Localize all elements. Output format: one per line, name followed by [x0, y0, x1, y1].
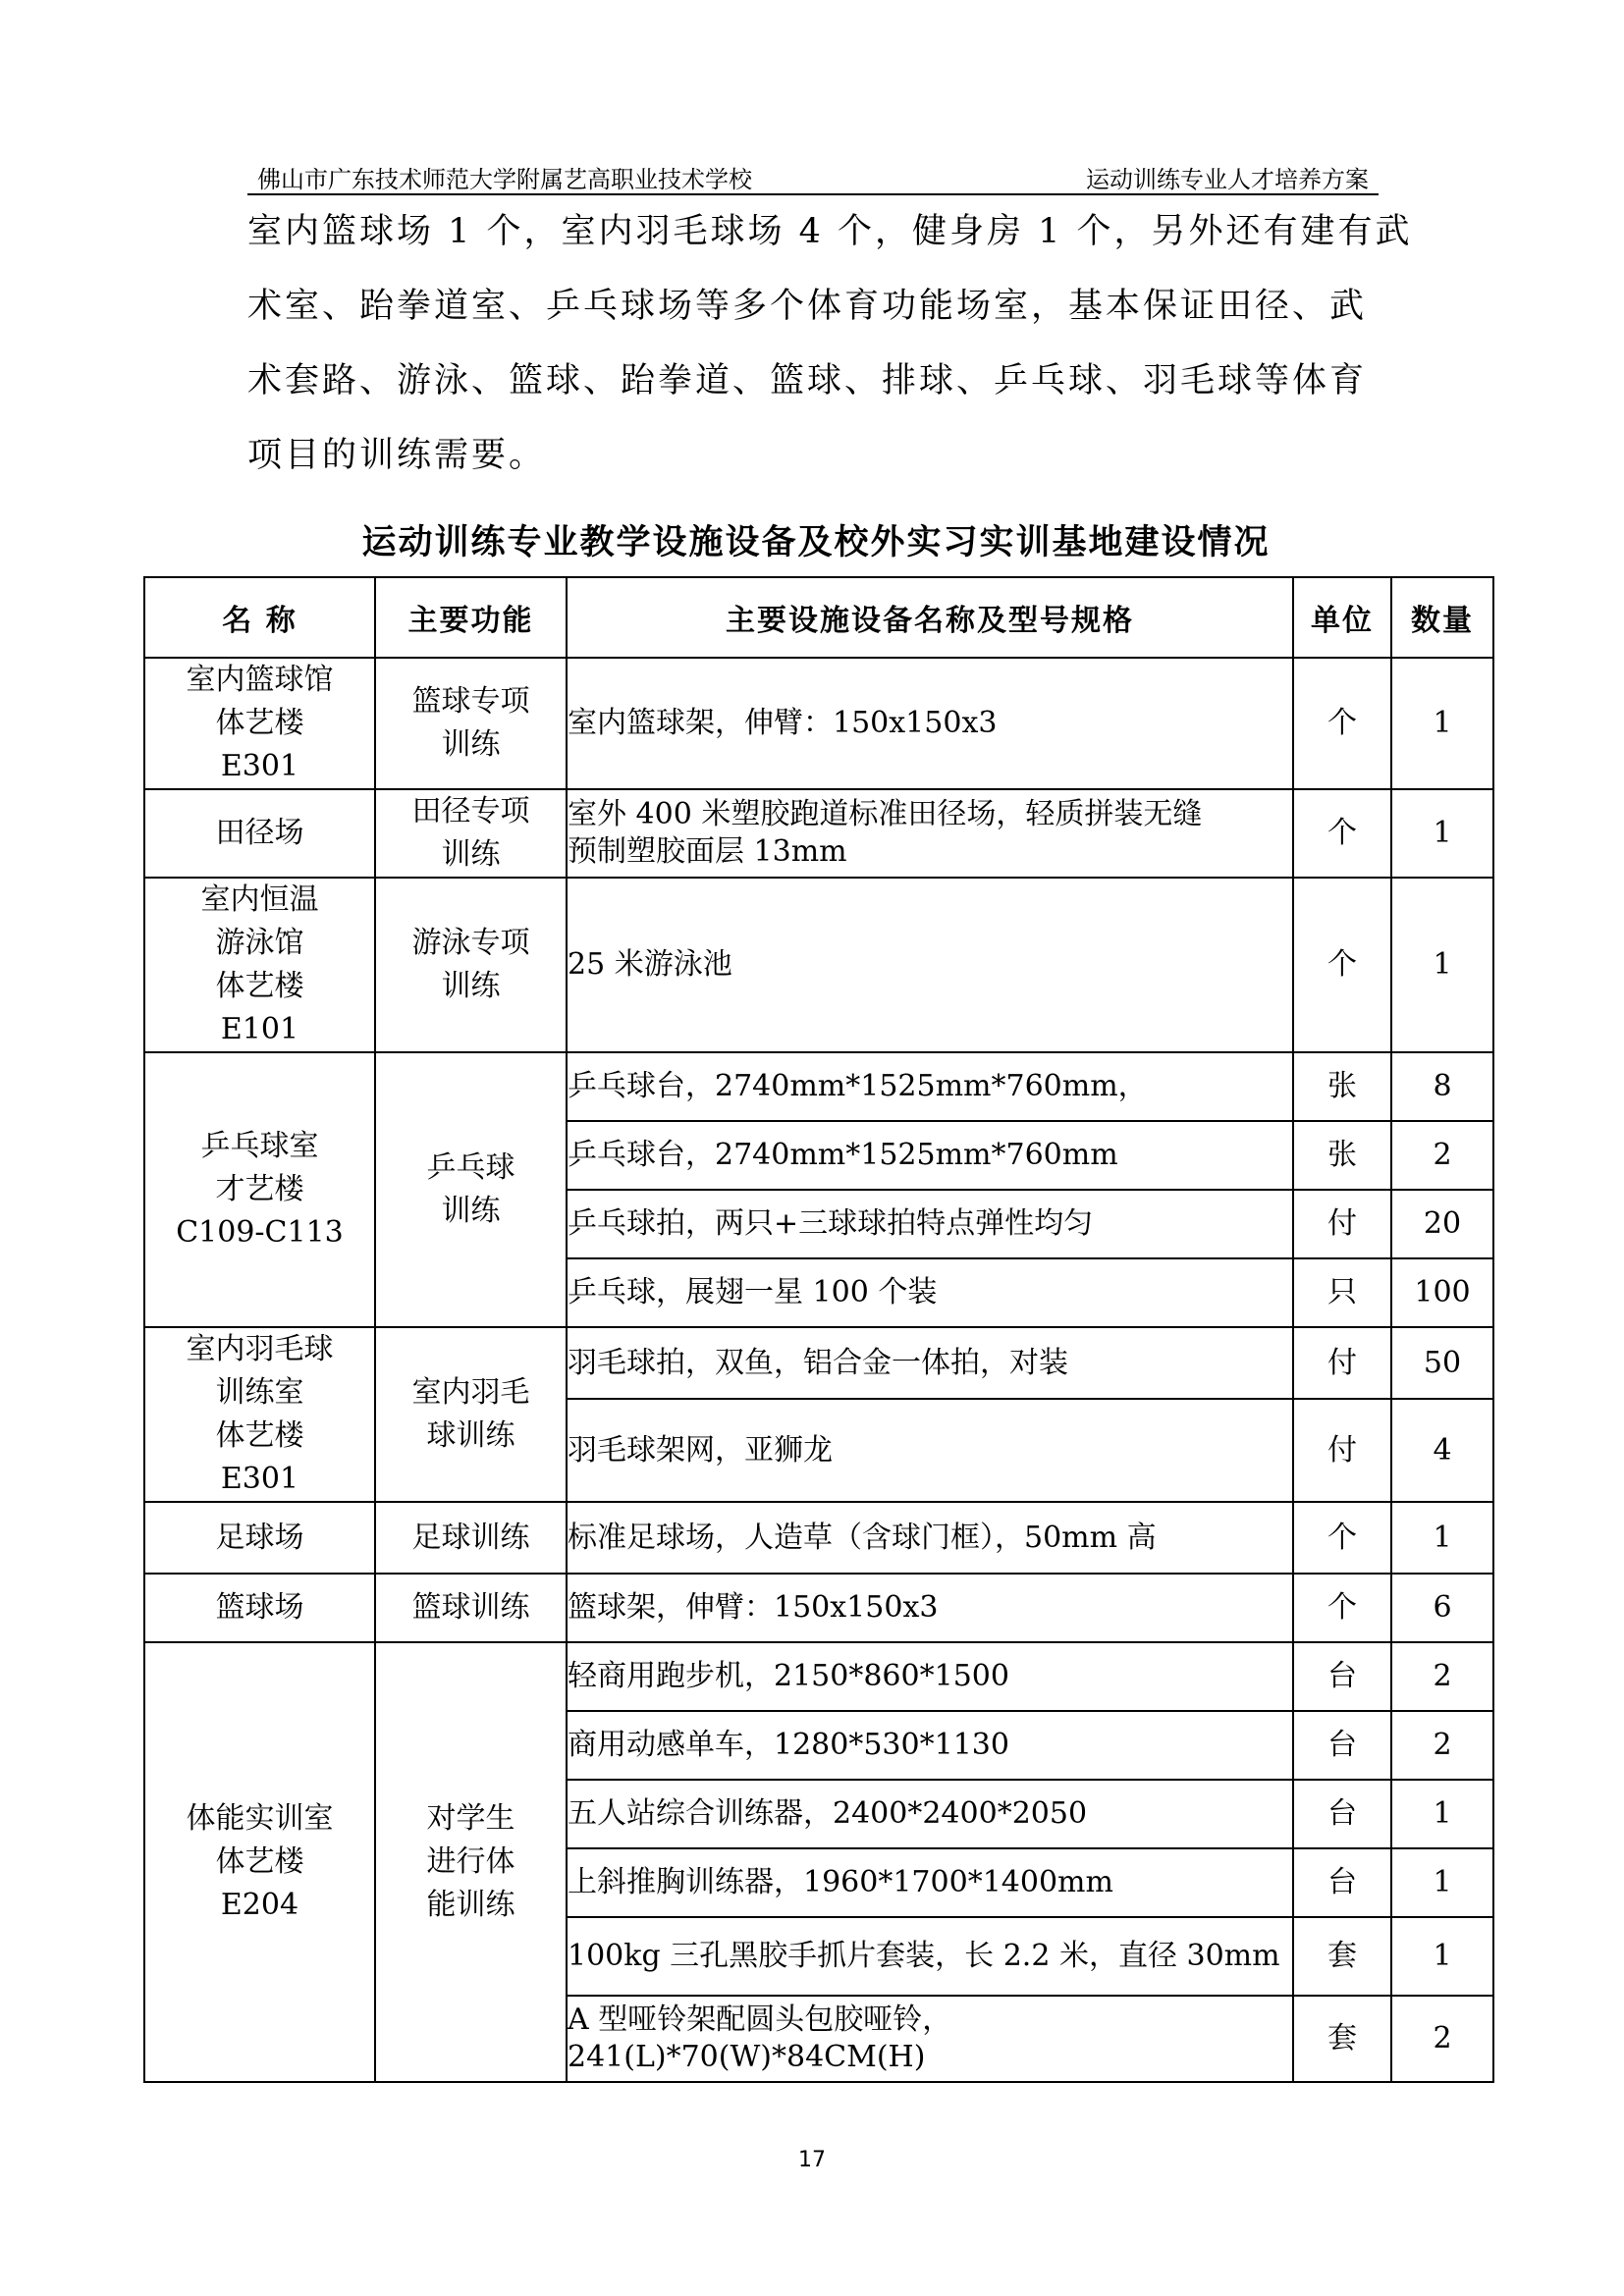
unit-cell: 付: [1293, 1399, 1391, 1502]
function-cell: [375, 1642, 567, 2082]
facility-name-cell-line: 室内篮球馆: [186, 663, 334, 697]
spec-cell-line: 乒乓球拍，两只+三球球拍特点弹性均匀: [568, 1206, 1094, 1241]
function-cell-line: 田径专项: [411, 794, 530, 828]
unit-cell: 台: [1293, 1780, 1391, 1848]
function-cell-line: 球训练: [426, 1418, 515, 1453]
unit-cell: 个: [1293, 878, 1391, 1052]
facility-name-cell-line: 才艺楼: [215, 1172, 304, 1206]
spec-cell-line: 241(L)*70(W)*84CM(H): [568, 2040, 926, 2074]
facility-name-cell-line: 乒乓球室: [200, 1129, 319, 1163]
function-cell-line: 游泳专项: [411, 926, 530, 960]
unit-cell: 套: [1293, 1996, 1391, 2082]
page-number: 17: [798, 2148, 826, 2172]
unit-cell: 套: [1293, 1917, 1391, 1996]
spec-cell: [567, 1711, 1293, 1780]
paragraph-line: 项目的训练需要。: [247, 436, 547, 475]
unit-cell: 个: [1293, 789, 1391, 878]
header-qty: 数量: [1391, 577, 1493, 658]
spec-cell: [567, 1780, 1293, 1848]
qty-cell: 1: [1391, 658, 1493, 789]
facility-name-cell-line: E101: [220, 1012, 299, 1046]
qty-cell: 6: [1391, 1574, 1493, 1642]
table-body: [144, 658, 1493, 2082]
function-cell: [375, 789, 567, 878]
spec-cell-line: 室外 400 米塑胶跑道标准田径场，轻质拼装无缝: [568, 797, 1203, 831]
qty-cell: 1: [1391, 1780, 1493, 1848]
spec-cell-line: 乒乓球台，2740mm*1525mm*760mm: [568, 1138, 1118, 1172]
header-function: 主要功能: [375, 577, 567, 658]
spec-cell-line: 轻商用跑步机，2150*860*1500: [568, 1659, 1009, 1693]
header-unit: 单位: [1293, 577, 1391, 658]
spec-cell-line: 羽毛球拍，双鱼，铝合金一体拍，对装: [568, 1345, 1068, 1380]
function-cell: [375, 1052, 567, 1327]
function-cell-line: 篮球训练: [411, 1590, 530, 1625]
facility-name-cell-line: 田径场: [215, 816, 304, 850]
spec-cell: [567, 1327, 1293, 1399]
qty-cell: 100: [1391, 1258, 1493, 1327]
facility-name-cell: [144, 1642, 375, 2082]
facility-name-cell-line: C109-C113: [176, 1215, 344, 1250]
table-row: [144, 1502, 1493, 1574]
qty-cell: 1: [1391, 789, 1493, 878]
table-row: [144, 789, 1493, 878]
facility-name-cell: [144, 789, 375, 878]
unit-cell: 台: [1293, 1642, 1391, 1711]
facility-name-cell-line: 室内羽毛球: [186, 1332, 334, 1366]
spec-cell: [567, 1996, 1293, 2082]
header-spec: 主要设施设备名称及型号规格: [567, 577, 1293, 658]
spec-cell-line: 上斜推胸训练器，1960*1700*1400mm: [568, 1865, 1113, 1899]
paragraph-line: 术套路、游泳、篮球、跆拳道、篮球、排球、乒乓球、羽毛球等体育: [247, 361, 1368, 400]
function-cell-line: 进行体: [426, 1844, 515, 1879]
unit-cell: 台: [1293, 1848, 1391, 1917]
qty-cell: 1: [1391, 1848, 1493, 1917]
facility-name-cell-line: E204: [220, 1888, 299, 1922]
facilities-table: [143, 576, 1494, 2083]
unit-cell: 只: [1293, 1258, 1391, 1327]
spec-cell-line: 预制塑胶面层 13mm: [568, 834, 847, 869]
function-cell: [375, 1327, 567, 1502]
facility-name-cell-line: 足球场: [215, 1520, 304, 1555]
spec-cell: [567, 1502, 1293, 1574]
function-cell: [375, 1574, 567, 1642]
qty-cell: 2: [1391, 1711, 1493, 1780]
spec-cell-line: 篮球架，伸臂：150x150x3: [568, 1590, 939, 1625]
function-cell-line: 足球训练: [411, 1520, 530, 1555]
function-cell-line: 对学生: [426, 1801, 515, 1836]
function-cell: [375, 1502, 567, 1574]
qty-cell: 2: [1391, 1996, 1493, 2082]
spec-cell-line: 25 米游泳池: [568, 947, 732, 982]
header-school-name: 佛山市广东技术师范大学附属艺高职业技术学校: [257, 166, 752, 193]
table-row: [144, 878, 1493, 1052]
table-row: [144, 1574, 1493, 1642]
facility-name-cell-line: 训练室: [215, 1375, 304, 1410]
spec-cell-line: 五人站综合训练器，2400*2400*2050: [568, 1796, 1088, 1831]
qty-cell: 2: [1391, 1121, 1493, 1190]
spec-cell: [567, 1917, 1293, 1996]
function-cell-line: 室内羽毛: [411, 1375, 530, 1410]
facility-name-cell-line: 体能实训室: [186, 1801, 334, 1836]
function-cell-line: 训练: [441, 727, 501, 762]
spec-cell-line: 标准足球场，人造草（含球门框），50mm 高: [568, 1520, 1157, 1555]
table-row: [144, 1327, 1493, 1399]
spec-cell-line: A 型哑铃架配圆头包胶哑铃，: [568, 2002, 952, 2037]
facility-name-cell-line: E301: [220, 1462, 299, 1496]
qty-cell: 20: [1391, 1190, 1493, 1258]
spec-cell: [567, 1052, 1293, 1121]
facility-name-cell-line: 体艺楼: [215, 1418, 304, 1453]
facility-name-cell-line: 体艺楼: [215, 1844, 304, 1879]
table-header-row: [144, 577, 1493, 658]
spec-cell: [567, 1642, 1293, 1711]
function-cell-line: 能训练: [426, 1888, 515, 1922]
spec-cell: [567, 878, 1293, 1052]
spec-cell: [567, 1574, 1293, 1642]
unit-cell: 个: [1293, 1502, 1391, 1574]
unit-cell: 台: [1293, 1711, 1391, 1780]
spec-cell-line: 室内篮球架，伸臂：150x150x3: [568, 706, 998, 740]
spec-cell: [567, 1190, 1293, 1258]
qty-cell: 1: [1391, 878, 1493, 1052]
facility-name-cell-line: E301: [220, 749, 299, 783]
function-cell-line: 训练: [441, 1194, 501, 1228]
facility-name-cell-line: 体艺楼: [215, 706, 304, 740]
facility-name-cell: [144, 1052, 375, 1327]
function-cell-line: 篮球专项: [411, 684, 530, 719]
function-cell-line: 训练: [441, 969, 501, 1003]
spec-cell-line: 羽毛球架网，亚狮龙: [568, 1432, 833, 1468]
spec-cell: [567, 658, 1293, 789]
function-cell: [375, 658, 567, 789]
spec-cell: [567, 1399, 1293, 1502]
function-cell-line: 乒乓球: [426, 1150, 515, 1185]
facility-name-cell: [144, 658, 375, 789]
spec-cell: [567, 1121, 1293, 1190]
function-cell-line: 训练: [441, 837, 501, 872]
facility-name-cell-line: 室内恒温: [200, 882, 319, 917]
facility-name-cell-line: 游泳馆: [215, 926, 304, 960]
paragraph-line: 室内篮球场 1 个，室内羽毛球场 4 个，健身房 1 个，另外还有建有武: [247, 212, 1413, 251]
qty-cell: 4: [1391, 1399, 1493, 1502]
spec-cell-line: 乒乓球台，2740mm*1525mm*760mm，: [568, 1069, 1148, 1103]
facility-name-cell: [144, 1327, 375, 1502]
facility-name-cell-line: 篮球场: [215, 1590, 304, 1625]
header-name: 名 称: [144, 577, 375, 658]
spec-cell-line: 乒乓球，展翅一星 100 个装: [568, 1275, 938, 1309]
table-title: 运动训练专业教学设施设备及校外实习实训基地建设情况: [361, 523, 1271, 562]
qty-cell: 2: [1391, 1642, 1493, 1711]
paragraph-line: 术室、跆拳道室、乒乓球场等多个体育功能场室，基本保证田径、武: [247, 287, 1368, 326]
facility-name-cell-line: 体艺楼: [215, 969, 304, 1003]
qty-cell: 1: [1391, 1917, 1493, 1996]
spec-cell-line: 100kg 三孔黑胶手抓片套装，长 2.2 米，直径 30mm: [568, 1939, 1280, 1973]
unit-cell: 个: [1293, 1574, 1391, 1642]
facility-name-cell: [144, 878, 375, 1052]
facility-name-cell: [144, 1574, 375, 1642]
unit-cell: 张: [1293, 1052, 1391, 1121]
page-header: [247, 158, 1379, 195]
table-row: [144, 1642, 1493, 1711]
function-cell: [375, 878, 567, 1052]
unit-cell: 张: [1293, 1121, 1391, 1190]
qty-cell: 1: [1391, 1502, 1493, 1574]
qty-cell: 8: [1391, 1052, 1493, 1121]
unit-cell: 个: [1293, 658, 1391, 789]
spec-cell: [567, 789, 1293, 878]
facility-name-cell: [144, 1502, 375, 1574]
table-row: [144, 658, 1493, 789]
spec-cell-line: 商用动感单车，1280*530*1130: [568, 1728, 1009, 1762]
header-doc-title: 运动训练专业人才培养方案: [1086, 166, 1369, 193]
table-row: [144, 1052, 1493, 1121]
body-paragraph: [247, 194, 1413, 493]
spec-cell: [567, 1848, 1293, 1917]
qty-cell: 50: [1391, 1327, 1493, 1399]
spec-cell: [567, 1258, 1293, 1327]
unit-cell: 付: [1293, 1327, 1391, 1399]
unit-cell: 付: [1293, 1190, 1391, 1258]
